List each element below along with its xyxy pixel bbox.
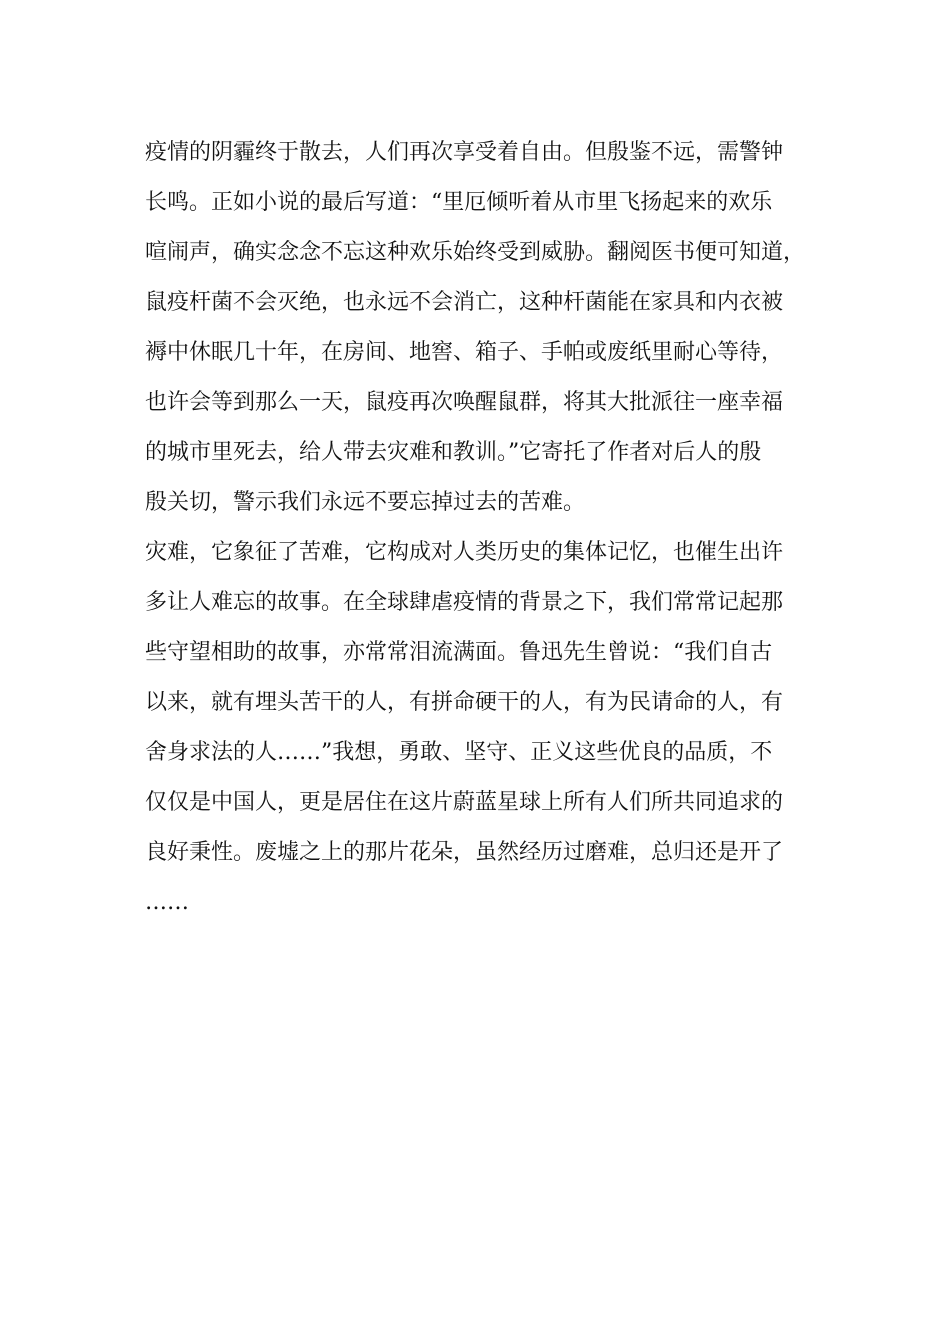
text-line: …… [145,890,189,915]
text-line: 灾难，它象征了苦难，它构成对人类历史的集体记忆，也催生出许 [145,540,784,565]
text-line: 长鸣。正如小说的最后写道：“里厄倾听着从市里飞扬起来的欢乐 [145,190,773,215]
text-line: 喧闹声，确实念念不忘这种欢乐始终受到威胁。翻阅医书便可知道， [145,240,806,265]
text-line: 多让人难忘的故事。在全球肆虐疫情的背景之下，我们常常记起那 [145,590,784,615]
text-line: 疫情的阴霾终于散去，人们再次享受着自由。但殷鉴不远，需警钟 [145,140,784,165]
text-line: 些守望相助的故事，亦常常泪流满面。鲁迅先生曾说：“我们自古 [145,640,773,665]
body-text [145,128,845,928]
paragraph-1 [145,128,845,528]
text-line: 殷关切，警示我们永远不要忘掉过去的苦难。 [145,490,586,515]
text-line: 褥中休眠几十年，在房间、地窖、箱子、手帕或废纸里耐心等待， [145,340,784,365]
text-line: 良好秉性。废墟之上的那片花朵，虽然经历过磨难，总归还是开了 [145,840,784,865]
text-line: 也许会等到那么一天，鼠疫再次唤醒鼠群，将其大批派往一座幸福 [145,390,784,415]
paragraph-2 [145,528,845,928]
text-line: 的城市里死去，给人带去灾难和教训。”它寄托了作者对后人的殷 [145,440,762,465]
text-line: 舍身求法的人……”我想，勇敢、坚守、正义这些优良的品质，不 [145,740,773,765]
text-line: 仅仅是中国人，更是居住在这片蔚蓝星球上所有人们所共同追求的 [145,790,784,815]
text-line: 以来，就有埋头苦干的人，有拼命硬干的人，有为民请命的人，有 [145,690,784,715]
text-line: 鼠疫杆菌不会灭绝，也永远不会消亡，这种杆菌能在家具和内衣被 [145,290,784,315]
